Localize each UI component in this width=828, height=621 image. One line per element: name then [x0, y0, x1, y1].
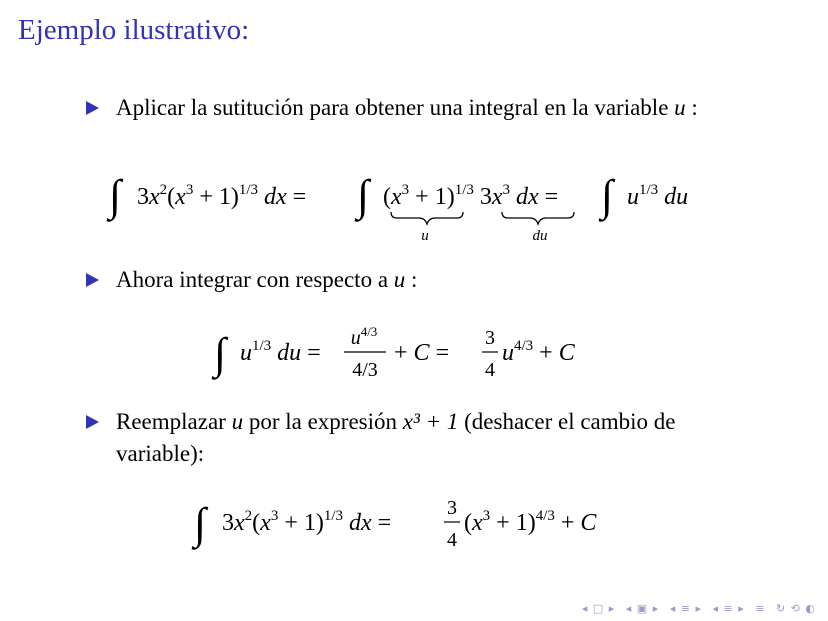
- fraction-numerator-1: $u^{4/3}$: [350, 324, 378, 349]
- nav-section-icon[interactable]: ◂ ≡ ▸: [669, 602, 702, 615]
- nav-frame-icon[interactable]: ◂ □ ▸: [581, 602, 616, 615]
- integral-sign-2: ∫: [357, 171, 370, 220]
- bullet-item-1: [86, 92, 766, 124]
- eq2-rhs: $u^{4/3} + C$: [502, 338, 575, 366]
- bullet-item-3-text: Reemplazar u por la expresión x³ + 1 (deshacer el cambio de variable):: [116, 409, 676, 466]
- bullet-triangle-icon: [86, 273, 99, 287]
- nav-search-icon[interactable]: ↻ ⟲ ◐: [775, 602, 816, 615]
- nav-align-icon[interactable]: ≡: [755, 602, 766, 615]
- fraction-denominator-3: 4: [447, 529, 457, 551]
- bullet-item-2: [86, 264, 766, 296]
- fraction-numerator-2: 3: [485, 327, 495, 349]
- bullet-triangle-icon: [86, 415, 99, 429]
- bullet-triangle-icon: [86, 101, 99, 115]
- eq1-rhs: $u^{1/3}$ du: [627, 182, 689, 210]
- slide-title: Ejemplo ilustrativo:: [18, 14, 250, 46]
- underbrace-du-label: du: [532, 228, 548, 244]
- equation-substitution: [0, 168, 828, 248]
- integral-sign-5: ∫: [194, 499, 207, 548]
- nav-subsection-icon[interactable]: ◂ ▣ ▸: [625, 602, 660, 615]
- fraction-denominator-2: 4: [485, 359, 495, 381]
- fraction-numerator-3: 3: [447, 497, 457, 519]
- beamer-navigation-bar: [576, 602, 816, 615]
- eq2-lhs: $u^{1/3}$ du =: [240, 338, 321, 366]
- eq3-lhs: $3x^2(x^3 + 1)^{1/3}$ dx =: [222, 508, 392, 536]
- integral-sign-4: ∫: [214, 329, 227, 378]
- nav-document-icon[interactable]: ◂ ≡ ▸: [712, 602, 745, 615]
- equation-integrate-u: [0, 318, 828, 388]
- eq1-middle: $(x^3 + 1)^{1/3}$ $3x^3$ dx =: [383, 182, 559, 210]
- eq1-lhs: $3x^2(x^3 + 1)^{1/3}$ dx =: [137, 182, 307, 210]
- integral-sign-1: ∫: [109, 171, 122, 220]
- bullet-item-1-text: Aplicar la sutitución para obtener una integral en la variable u :: [116, 95, 698, 120]
- integral-sign-3: ∫: [601, 171, 614, 220]
- equation-result: [0, 488, 828, 558]
- fraction-denominator-1: 4/3: [352, 359, 378, 381]
- bullet-item-3: [86, 406, 766, 470]
- underbrace-du: [502, 212, 574, 224]
- underbrace-u: [391, 212, 463, 224]
- underbrace-u-label: u: [421, 228, 429, 244]
- eq2-plus-c: + C =: [394, 340, 450, 366]
- bullet-item-2-text: Ahora integrar con respecto a u :: [116, 267, 418, 292]
- eq3-rhs: $(x^3 + 1)^{4/3} + C$: [464, 508, 597, 536]
